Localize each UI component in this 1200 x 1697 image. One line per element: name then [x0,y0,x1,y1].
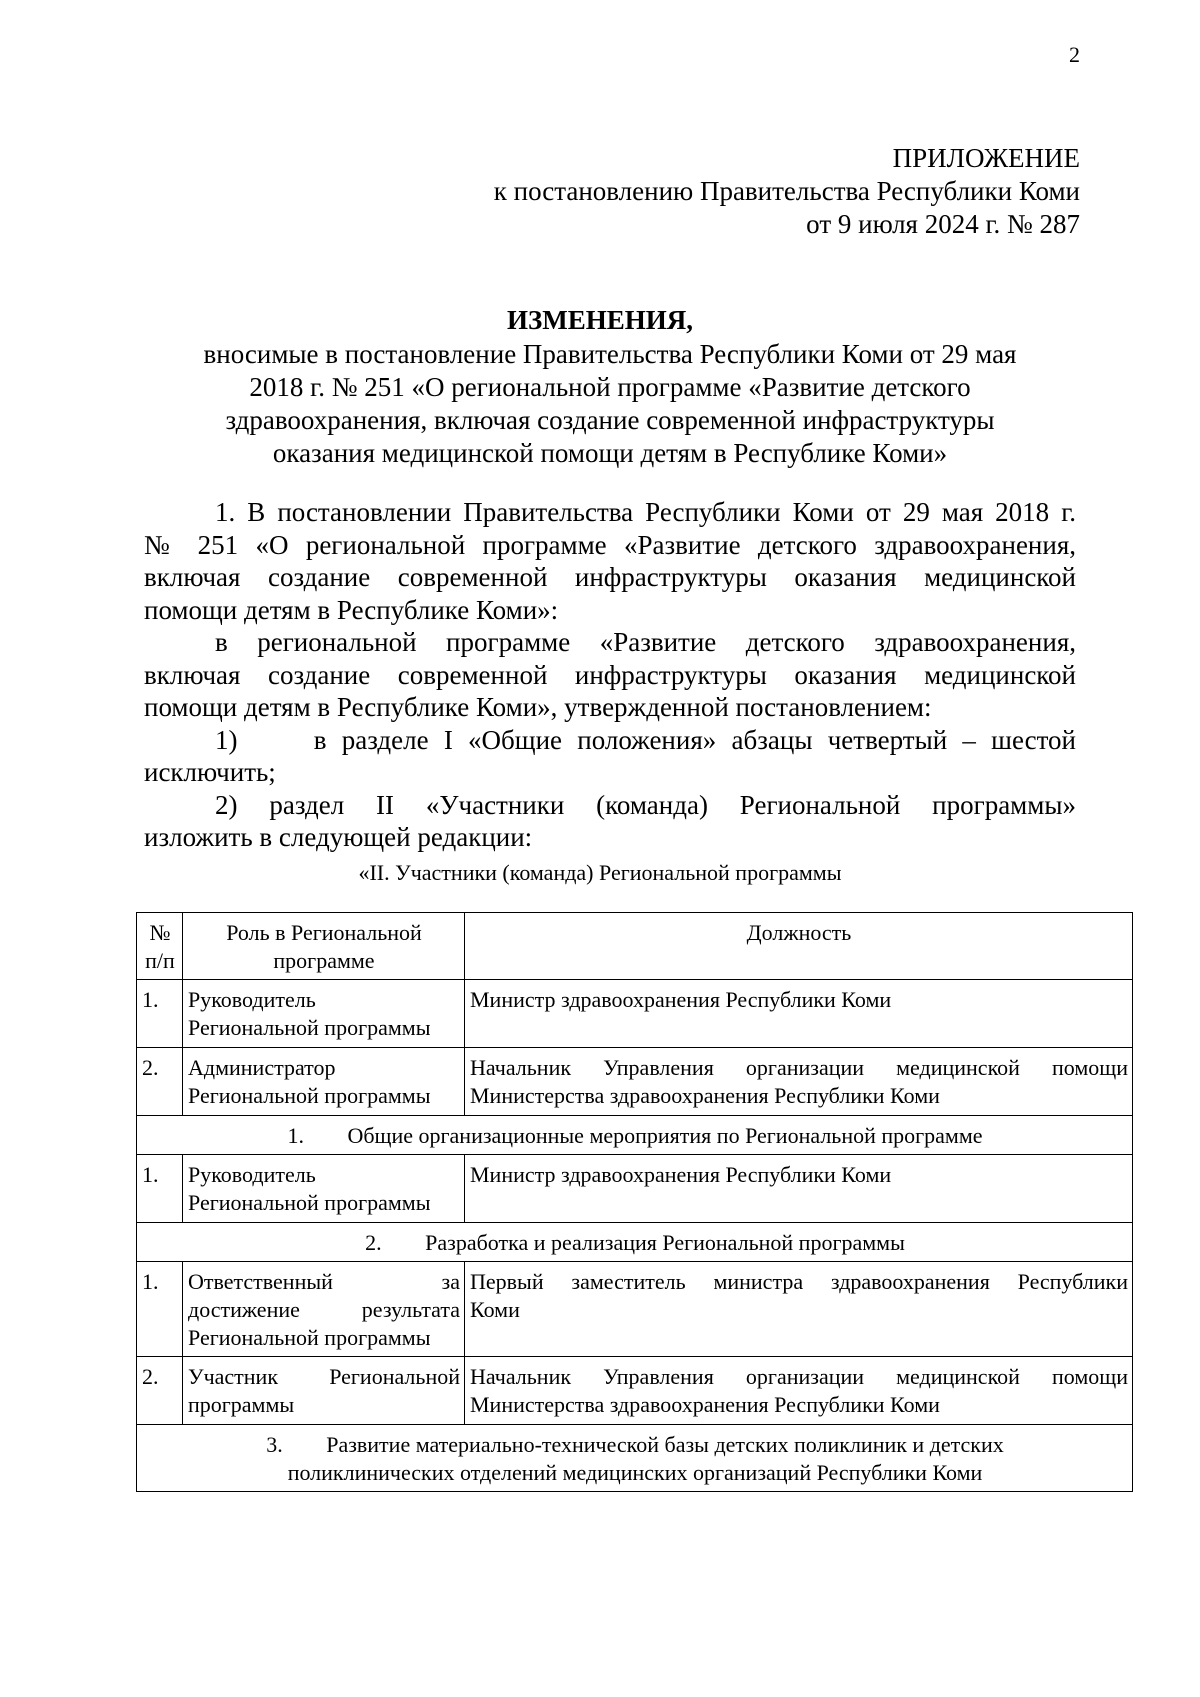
appendix-resolution: к постановлению Правительства Республики Коми [493,176,1080,206]
cell-line: Министр здравоохранения Республики Коми [470,1162,892,1187]
cell-line: Региональной программы [188,1325,431,1350]
header-text: программе [273,948,375,973]
cell-line: Участник Региональной [188,1364,460,1389]
row-role [183,980,465,1048]
group-number: 3. [266,1432,283,1457]
group-cell [137,1223,1133,1262]
cell-line: Министр здравоохранения Республики Коми [470,987,892,1012]
paragraph-4 [144,789,1076,854]
text-line: включая создание современной инфраструктуры оказания медицинской [144,659,1076,690]
paragraph-2 [144,626,1076,724]
header-text: Роль в Региональной [226,920,422,945]
paragraph-1 [144,496,1076,626]
cell-line: Руководитель [188,1162,316,1187]
table-header-row [137,913,1133,980]
table-group-row [137,1116,1133,1155]
cell-line: Министерства здравоохранения Республики Коми [470,1392,940,1417]
group-title: Общие организационные мероприятия по Региональной программе [347,1123,983,1148]
row-role [183,1357,465,1425]
group-number: 1. [287,1123,304,1148]
cell-line: Первый заместитель министра здравоохранения Республики [470,1269,1128,1294]
appendix-block [380,142,1080,241]
group-cell [137,1425,1133,1492]
group-cell [137,1116,1133,1155]
cell-line: Администратор [188,1055,336,1080]
subtitle-line: вносимые в постановление Правительства Республики Коми от 29 мая [203,339,1017,369]
cell-line: Региональной программы [188,1190,431,1215]
table-row [137,1357,1133,1425]
text-line: исключить; [144,757,276,787]
appendix-label: ПРИЛОЖЕНИЕ [892,143,1080,173]
row-num: 2. [137,1048,183,1116]
text-line: помощи детям в Республике Коми», утвержденной постановлением: [144,692,932,722]
text-line: изложить в следующей редакции: [144,822,533,852]
table-row [137,1048,1133,1116]
row-num: 2. [137,1357,183,1425]
subtitle-line: 2018 г. № 251 «О региональной программе «Развитие детского [249,372,971,402]
cell-line: Руководитель [188,987,316,1012]
row-position [465,1048,1133,1116]
row-position [465,980,1133,1048]
table-group-row [137,1223,1133,1262]
row-position [465,1262,1133,1357]
header-position [465,913,1133,980]
text-line: 1) в разделе I «Общие положения» абзацы четвертый – шестой [215,724,1076,755]
cell-line: Министерства здравоохранения Республики Коми [470,1083,940,1108]
cell-line: Коми [470,1297,520,1322]
header-role [183,913,465,980]
row-num: 1. [137,1262,183,1357]
cell-line: Региональной программы [188,1015,431,1040]
cell-line: достижение результата [188,1297,460,1322]
table-row [137,980,1133,1048]
table-row [137,1262,1133,1357]
row-position [465,1155,1133,1223]
text-line: помощи детям в Республике Коми»: [144,594,559,625]
text-line: 2) раздел II «Участники (команда) Региональной программы» [215,789,1076,820]
paragraph-3 [144,724,1076,789]
appendix-date: от 9 июля 2024 г. № 287 [806,209,1080,239]
document-subtitle [140,338,1080,470]
cell-line: Ответственный за [188,1269,460,1294]
row-role [183,1262,465,1357]
section-heading: «II. Участники (команда) Региональной программы [358,860,842,885]
cell-line: программы [188,1392,295,1417]
cell-line: Начальник Управления организации медицинской помощи [470,1364,1128,1389]
group-title: Развитие материально-технической базы детских поликлиник и детских [326,1432,1004,1457]
subtitle-line: оказания медицинской помощи детям в Республике Коми» [272,438,948,468]
cell-line: Региональной программы [188,1083,431,1108]
row-position [465,1357,1133,1425]
text-line: в региональной программе «Развитие детского здравоохранения, [215,627,1076,657]
row-num: 1. [137,980,183,1048]
table-group-row [137,1425,1133,1492]
group-number: 2. [365,1230,382,1255]
text-line: 1. В постановлении Правительства Республики Коми от 29 мая 2018 г. [215,497,1076,527]
table-row [137,1155,1133,1223]
page-number: 2 [1069,42,1080,67]
document-title: ИЗМЕНЕНИЯ, [506,305,693,335]
text-line: № 251 «О региональной программе «Развитие детского здравоохранения, [144,529,1076,560]
group-title: Разработка и реализация Региональной программы [425,1230,905,1255]
group-title-line: поликлинических отделений медицинских организаций Республики Коми [287,1460,983,1485]
subtitle-line: здравоохранения, включая создание современной инфраструктуры [225,405,995,435]
row-role [183,1155,465,1223]
header-num [137,913,183,980]
header-text: Должность [746,920,852,945]
header-text: № [149,920,171,945]
row-num: 1. [137,1155,183,1223]
row-role [183,1048,465,1116]
text-line: включая создание современной инфраструктуры оказания медицинской [144,562,1076,592]
header-text: п/п [145,948,175,973]
body-paragraphs [144,496,1076,854]
participants-table [136,912,1133,1492]
cell-line: Начальник Управления организации медицинской помощи [470,1055,1128,1080]
